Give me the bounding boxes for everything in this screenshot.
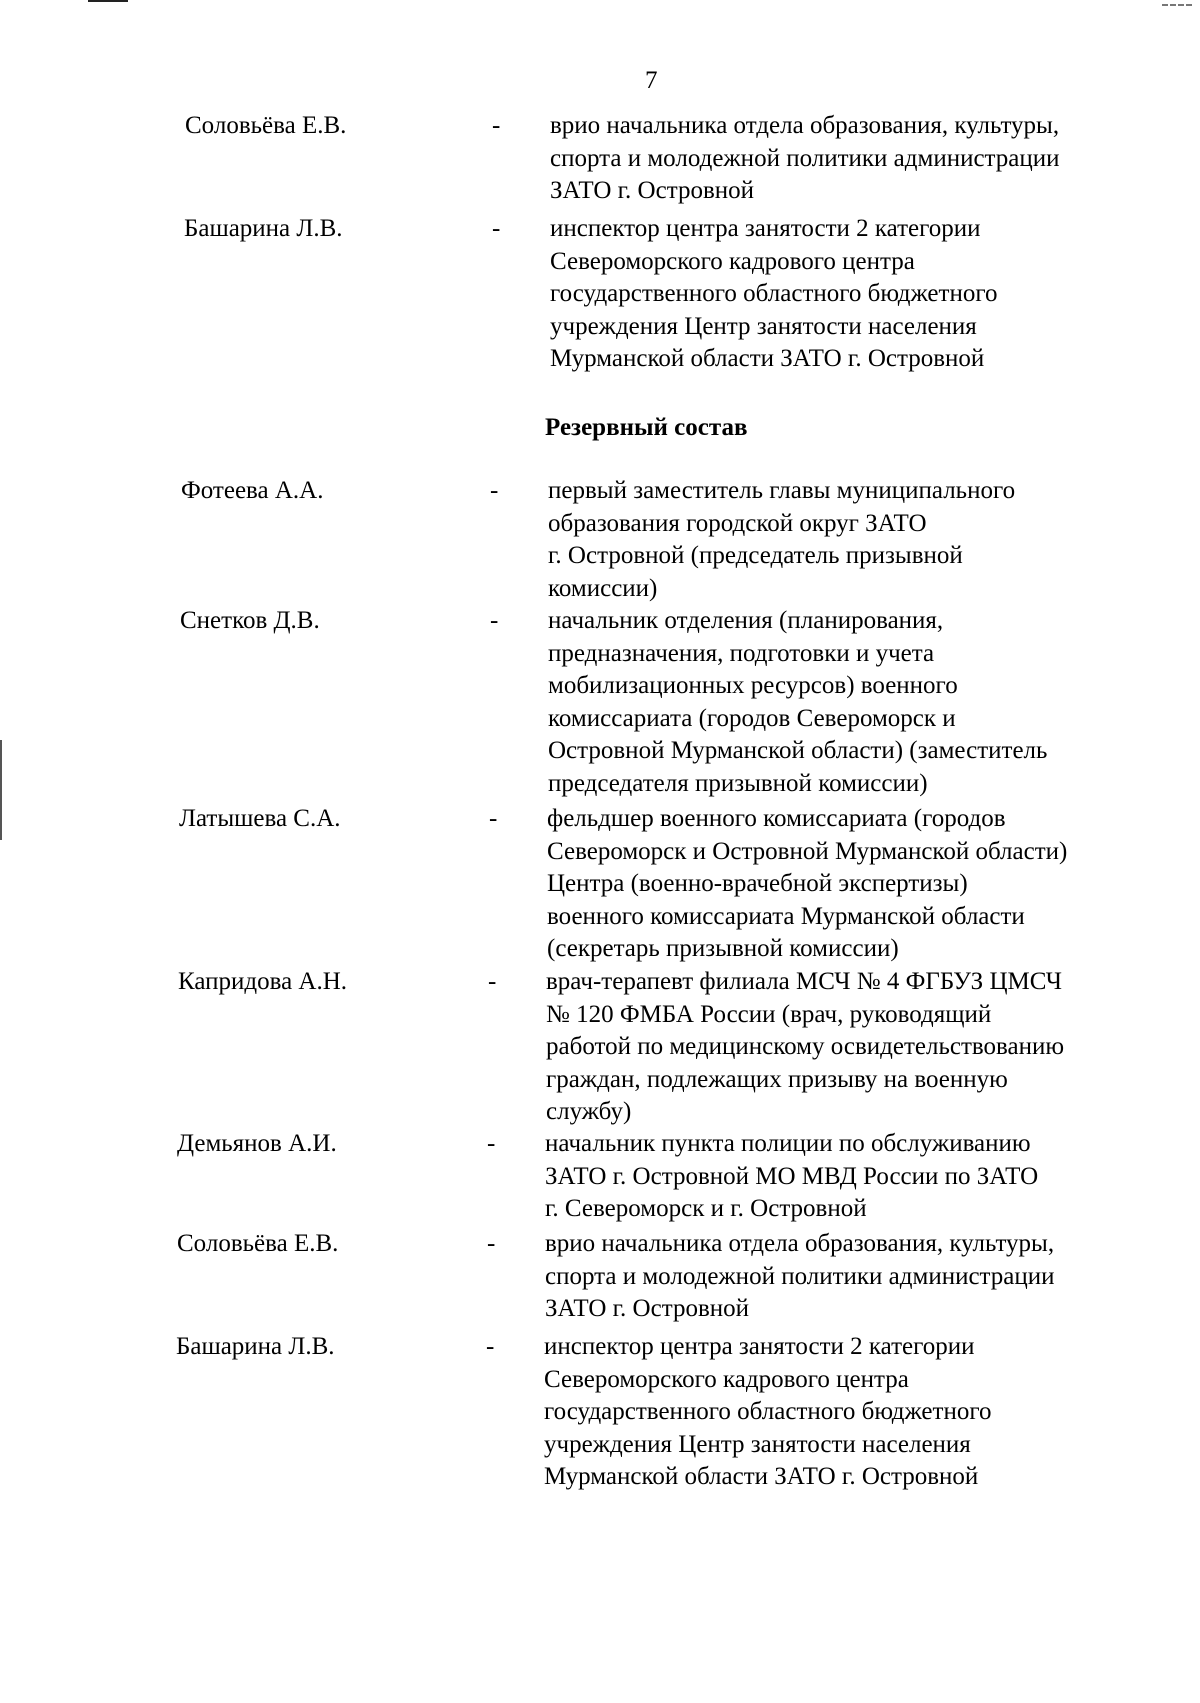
member-dash: - [489,805,498,832]
member-position-line: начальник пункта полиции по обслуживанию [545,1130,1031,1157]
member-position-line: врио начальника отдела образования, культуры, [545,1230,1055,1257]
member-position-line: образования городской округ ЗАТО [548,509,927,537]
member-position-line: начальник отделения (планирования, [548,607,944,634]
member-position-line: учреждения Центр занятости населения [550,312,977,340]
member-position-line: Североморского кадрового центра [544,1365,909,1393]
member-dash: - [486,1333,495,1360]
member-name: Латышева С.А. [179,805,341,832]
member-position-line: военного комиссариата Мурманской области [547,902,1025,930]
member-dash: - [490,607,499,634]
member-position-line: № 120 ФМБА России (врач, руководящий [546,1000,992,1028]
member-position [550,110,1170,208]
member-position-line: мобилизационных ресурсов) военного [548,672,958,699]
member-dash: - [488,968,497,995]
member-position-line: первый заместитель главы муниципального [548,477,1016,504]
member-position-line: врач-терапевт филиала МСЧ № 4 ФГБУЗ ЦМСЧ [546,968,1063,995]
member-position [548,605,1168,800]
member-position-line: фельдшер военного комиссариата (городов [547,805,1006,832]
member-position-line: г. Североморск и г. Островной [545,1195,867,1222]
member-position-line: инспектор центра занятости 2 категории [544,1333,975,1360]
member-name: Капридова А.Н. [178,968,348,995]
member-name: Демьянов А.И. [177,1130,337,1157]
member-position-line: государственного областного бюджетного [550,280,998,307]
section-heading-reserve: Резервный состав [545,414,748,441]
member-dash: - [487,1230,496,1257]
page-number: 7 [645,67,658,94]
member-position-line: Североморского кадрового центра [550,247,915,275]
member-position [546,966,1166,1129]
member-name: Соловьёва Е.В. [185,112,347,139]
member-name: Башарина Л.В. [184,215,343,242]
member-position-line: предназначения, подготовки и учета [548,639,935,667]
member-dash: - [487,1130,496,1157]
member-position [545,1228,1165,1326]
member-dash: - [490,477,499,504]
member-position-line: г. Островной (председатель призывной [548,542,963,569]
member-position-line: Центра (военно-врачебной экспертизы) [547,870,968,897]
member-name: Снетков Д.В. [180,607,320,634]
member-position [548,475,1168,605]
member-position-line: ЗАТО г. Островной [550,177,755,204]
member-position-line: спорта и молодежной политики администрации [545,1262,1055,1290]
member-position-line: (секретарь призывной комиссии) [547,935,899,962]
member-name: Фотеева А.А. [181,477,324,504]
member-position-line: комиссии) [548,574,658,602]
scan-artifact-top-right [1162,4,1192,8]
member-position [547,803,1167,966]
member-position [544,1331,1164,1494]
member-dash: - [492,215,501,242]
member-name: Соловьёва Е.В. [177,1230,339,1257]
member-position-line: инспектор центра занятости 2 категории [550,215,981,242]
member-position-line: граждан, подлежащих призыву на военную [546,1065,1008,1093]
member-position [550,213,1170,376]
member-position-line: Островной Мурманской области) (заместитель [548,737,1048,764]
member-position-line: работой по медицинскому освидетельствованию [546,1033,1065,1060]
member-position-line: Мурманской области ЗАТО г. Островной [544,1463,979,1490]
member-position-line: ЗАТО г. Островной МО МВД России по ЗАТО [545,1162,1039,1190]
member-position-line: службу) [546,1098,632,1125]
member-name: Башарина Л.В. [176,1333,335,1360]
member-position-line: государственного областного бюджетного [544,1398,992,1425]
member-position [545,1128,1165,1226]
member-position-line: председателя призывной комиссии) [548,769,928,797]
member-position-line: Североморск и Островной Мурманской области) [547,837,1068,865]
member-position-line: Мурманской области ЗАТО г. Островной [550,345,985,372]
member-dash: - [492,112,501,139]
member-position-line: комиссариата (городов Североморск и [548,704,956,732]
member-position-line: врио начальника отдела образования, культуры, [550,112,1060,139]
scan-artifact-top-left [88,0,128,2]
scan-artifact-left-edge [0,740,2,840]
member-position-line: ЗАТО г. Островной [545,1295,750,1322]
member-position-line: спорта и молодежной политики администрации [550,144,1060,172]
member-position-line: учреждения Центр занятости населения [544,1430,971,1458]
